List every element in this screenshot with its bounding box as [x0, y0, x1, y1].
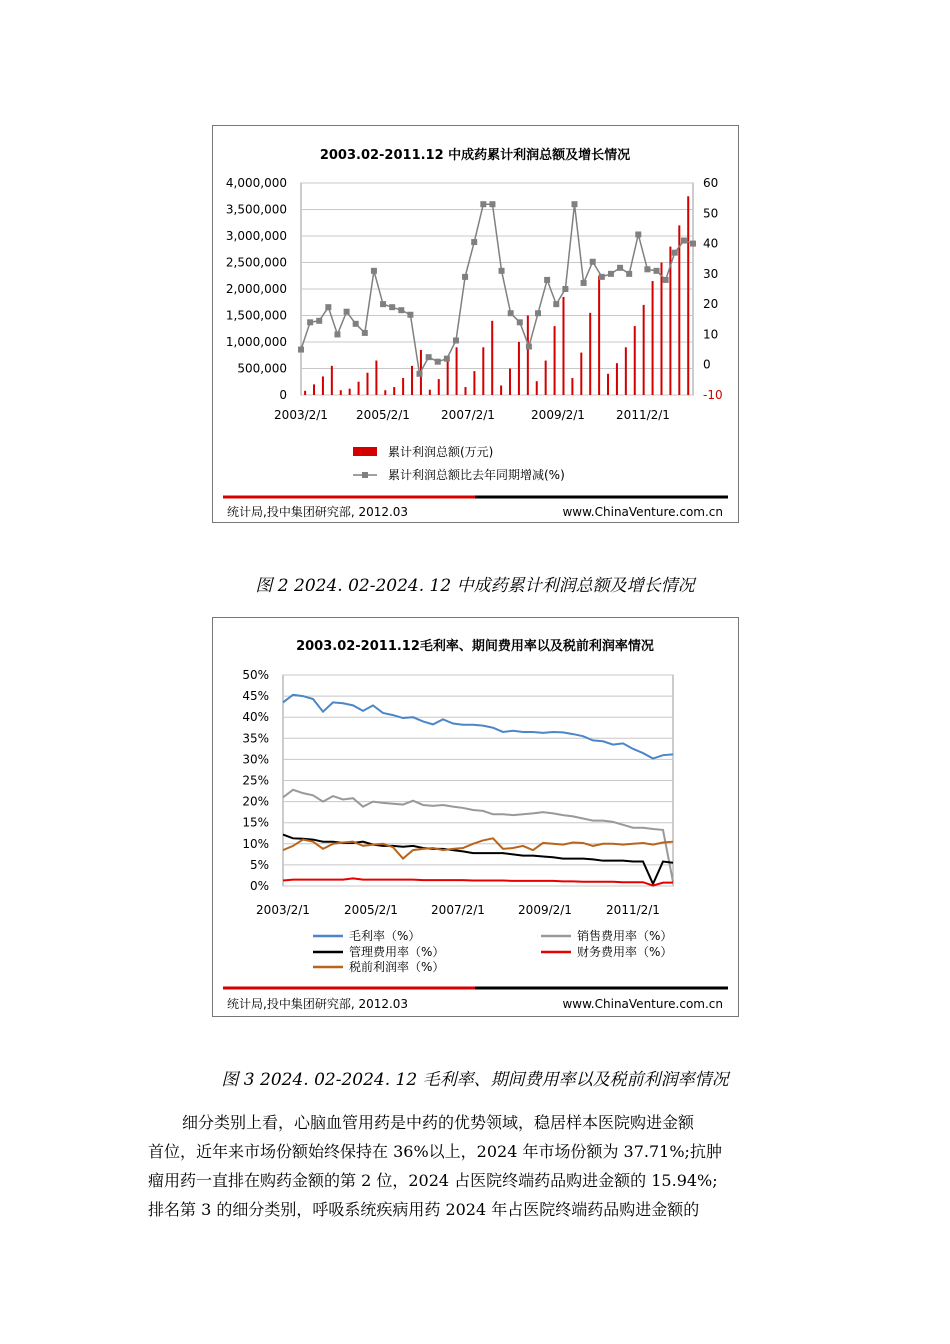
- line-marker: [644, 266, 650, 272]
- chart-3-canvas: [213, 618, 738, 1016]
- line-marker: [508, 310, 514, 316]
- line-marker: [544, 277, 550, 283]
- bar: [616, 363, 618, 395]
- y-left-tick-label: 2,500,000: [225, 255, 287, 270]
- bar: [473, 371, 475, 395]
- bar: [393, 387, 395, 395]
- line-marker: [417, 371, 423, 377]
- line-marker: [535, 310, 541, 316]
- bar: [527, 316, 529, 396]
- bar: [456, 347, 458, 395]
- bar: [687, 196, 689, 395]
- bar: [491, 321, 493, 395]
- bar: [634, 326, 636, 395]
- y-tick-label: 25%: [242, 773, 269, 788]
- line-marker: [353, 321, 359, 327]
- y-right-tick-label: 10: [703, 327, 719, 342]
- line-marker: [307, 319, 313, 325]
- y-right-tick-label: 50: [703, 206, 719, 221]
- line-marker: [608, 271, 614, 277]
- line-marker: [517, 319, 523, 325]
- y-right-tick-label: -10: [703, 388, 723, 402]
- line-marker: [471, 239, 477, 245]
- y-tick-label: 10%: [242, 836, 269, 851]
- paragraph-line: 排名第 3 的细分类别，呼吸系统疾病用药 2024 年占医院终端药品购进金额的: [148, 1200, 700, 1219]
- bar: [545, 361, 547, 395]
- legend-swatch-marker: [362, 472, 368, 478]
- y-left-tick-label: 2,000,000: [225, 282, 287, 296]
- bar: [429, 390, 431, 395]
- y-left-tick-label: 4,000,000: [225, 176, 287, 190]
- y-tick-label: 0%: [249, 879, 269, 893]
- y-tick-label: 40%: [242, 710, 269, 725]
- bar: [438, 379, 440, 395]
- bar: [509, 369, 511, 396]
- paragraph-line: 首位，近年来市场份额始终保持在 36%以上，2024 年市场份额为 37.71%;抗肿: [148, 1142, 722, 1161]
- line-marker: [663, 277, 669, 283]
- legend-swatch-bar: [353, 447, 377, 456]
- bar: [304, 391, 306, 395]
- bar: [384, 390, 386, 395]
- legend-label: 管理费用率（%）: [349, 945, 445, 959]
- y-right-tick-label: 20: [703, 297, 719, 312]
- bar: [571, 378, 573, 395]
- line-marker: [526, 344, 532, 350]
- y-right-tick-label: 0: [703, 357, 711, 372]
- line-marker: [334, 331, 340, 337]
- chart-3-title: 2003.02-2011.12毛利率、期间费用率以及税前利润率情况: [296, 639, 654, 654]
- paragraph-line: 瘤用药一直排在购药金额的第 2 位，2024 占医院终端药品购进金额的 15.94%;: [148, 1171, 718, 1190]
- bar: [482, 347, 484, 395]
- line-marker: [635, 231, 641, 237]
- y-right-tick-label: 60: [703, 176, 719, 190]
- bar: [652, 281, 654, 395]
- y-tick-label: 30%: [242, 752, 269, 767]
- bar: [411, 366, 413, 395]
- bar: [589, 313, 591, 395]
- line-marker: [426, 354, 432, 360]
- line-marker: [398, 307, 404, 313]
- legend-label-line: 累计利润总额比去年同期增减(%): [388, 468, 565, 482]
- y-tick-label: 5%: [249, 857, 269, 872]
- x-tick-label: 2007/2/1: [441, 408, 495, 422]
- bar: [500, 385, 502, 395]
- bar: [447, 361, 449, 395]
- line-marker: [654, 268, 660, 274]
- x-tick-label: 2007/2/1: [431, 903, 485, 917]
- bar: [554, 326, 556, 395]
- body-paragraph: [148, 1108, 798, 1224]
- chart-2-canvas: [213, 126, 738, 522]
- x-tick-label: 2003/2/1: [256, 903, 310, 917]
- legend-label: 财务费用率（%）: [577, 945, 673, 959]
- footer-website: www.ChinaVenture.com.cn: [562, 997, 723, 1011]
- y-left-tick-label: 1,000,000: [225, 335, 287, 349]
- x-tick-label: 2005/2/1: [344, 903, 398, 917]
- line-marker: [480, 201, 486, 207]
- y-right-tick-label: 40: [703, 236, 719, 251]
- x-tick-label: 2011/2/1: [616, 408, 670, 422]
- line-marker: [672, 250, 678, 256]
- line-marker: [380, 301, 386, 307]
- line-marker: [681, 238, 687, 244]
- figure-2-caption: 图 2 2024. 02-2024. 12 中成药累计利润总额及增长情况: [255, 576, 695, 596]
- figure-3-caption: 图 3 2024. 02-2024. 12 毛利率、期间费用率以及税前利润率情况: [221, 1070, 729, 1090]
- line-marker: [626, 271, 632, 277]
- bar: [313, 384, 315, 395]
- y-right-tick-label: 30: [703, 266, 719, 281]
- line-marker: [617, 265, 623, 271]
- bar: [358, 382, 360, 395]
- line-marker: [571, 201, 577, 207]
- x-tick-label: 2003/2/1: [274, 408, 328, 422]
- line-marker: [462, 274, 468, 280]
- bar: [562, 297, 564, 395]
- line-marker: [499, 268, 505, 274]
- line-marker: [298, 347, 304, 353]
- line-marker: [325, 304, 331, 310]
- figure-3-chart: [212, 617, 739, 1017]
- bar: [375, 361, 377, 395]
- bar: [660, 263, 662, 396]
- line-marker: [371, 268, 377, 274]
- chart-2-title: 2003.02-2011.12 中成药累计利润总额及增长情况: [319, 148, 631, 163]
- line-marker: [344, 309, 350, 315]
- bar: [643, 305, 645, 395]
- bar: [598, 276, 600, 395]
- bar: [518, 342, 520, 395]
- y-tick-label: 15%: [242, 815, 269, 830]
- line-marker: [407, 312, 413, 318]
- y-left-tick-label: 500,000: [237, 361, 287, 376]
- x-tick-label: 2009/2/1: [518, 903, 572, 917]
- line-marker: [581, 280, 587, 286]
- bar: [402, 378, 404, 395]
- line-marker: [389, 304, 395, 310]
- line-marker: [362, 330, 368, 336]
- y-left-tick-label: 3,500,000: [225, 202, 287, 217]
- bar: [678, 225, 680, 395]
- x-tick-label: 2011/2/1: [606, 903, 660, 917]
- figure-2-chart: [212, 125, 739, 523]
- y-left-tick-label: 3,000,000: [225, 229, 287, 243]
- line-marker: [690, 241, 696, 247]
- legend-label-bar: 累计利润总额(万元): [388, 445, 494, 459]
- y-tick-label: 35%: [242, 731, 269, 746]
- bar: [607, 374, 609, 395]
- line-marker: [599, 274, 605, 280]
- line-marker: [553, 301, 559, 307]
- line-marker: [316, 318, 322, 324]
- line-marker: [489, 201, 495, 207]
- bar: [349, 389, 351, 395]
- y-left-tick-label: 0: [279, 388, 287, 402]
- bar: [366, 373, 368, 395]
- legend-label: 毛利率（%）: [349, 929, 421, 943]
- bar: [322, 376, 324, 395]
- bar: [340, 390, 342, 395]
- x-tick-label: 2005/2/1: [356, 408, 410, 422]
- bar: [464, 387, 466, 395]
- footer-source: 统计局,投中集团研究部, 2012.03: [227, 505, 409, 519]
- bar: [625, 347, 627, 395]
- line-marker: [453, 337, 459, 343]
- line-marker: [435, 359, 441, 365]
- x-tick-label: 2009/2/1: [531, 408, 585, 422]
- y-left-tick-label: 1,500,000: [225, 308, 287, 323]
- footer-website: www.ChinaVenture.com.cn: [562, 505, 723, 519]
- line-marker: [444, 356, 450, 362]
- y-tick-label: 50%: [242, 668, 269, 682]
- y-tick-label: 20%: [242, 794, 269, 809]
- bar: [580, 353, 582, 395]
- line-marker: [590, 259, 596, 265]
- legend-label: 税前利润率（%）: [349, 960, 445, 974]
- legend-label: 销售费用率（%）: [577, 929, 673, 943]
- y-tick-label: 45%: [242, 689, 269, 704]
- footer-source: 统计局,投中集团研究部, 2012.03: [227, 997, 409, 1011]
- paragraph-line: 细分类别上看，心脑血管用药是中药的优势领域，稳居样本医院购进金额: [182, 1113, 695, 1132]
- bar: [331, 366, 333, 395]
- line-marker: [562, 286, 568, 292]
- bar: [536, 381, 538, 395]
